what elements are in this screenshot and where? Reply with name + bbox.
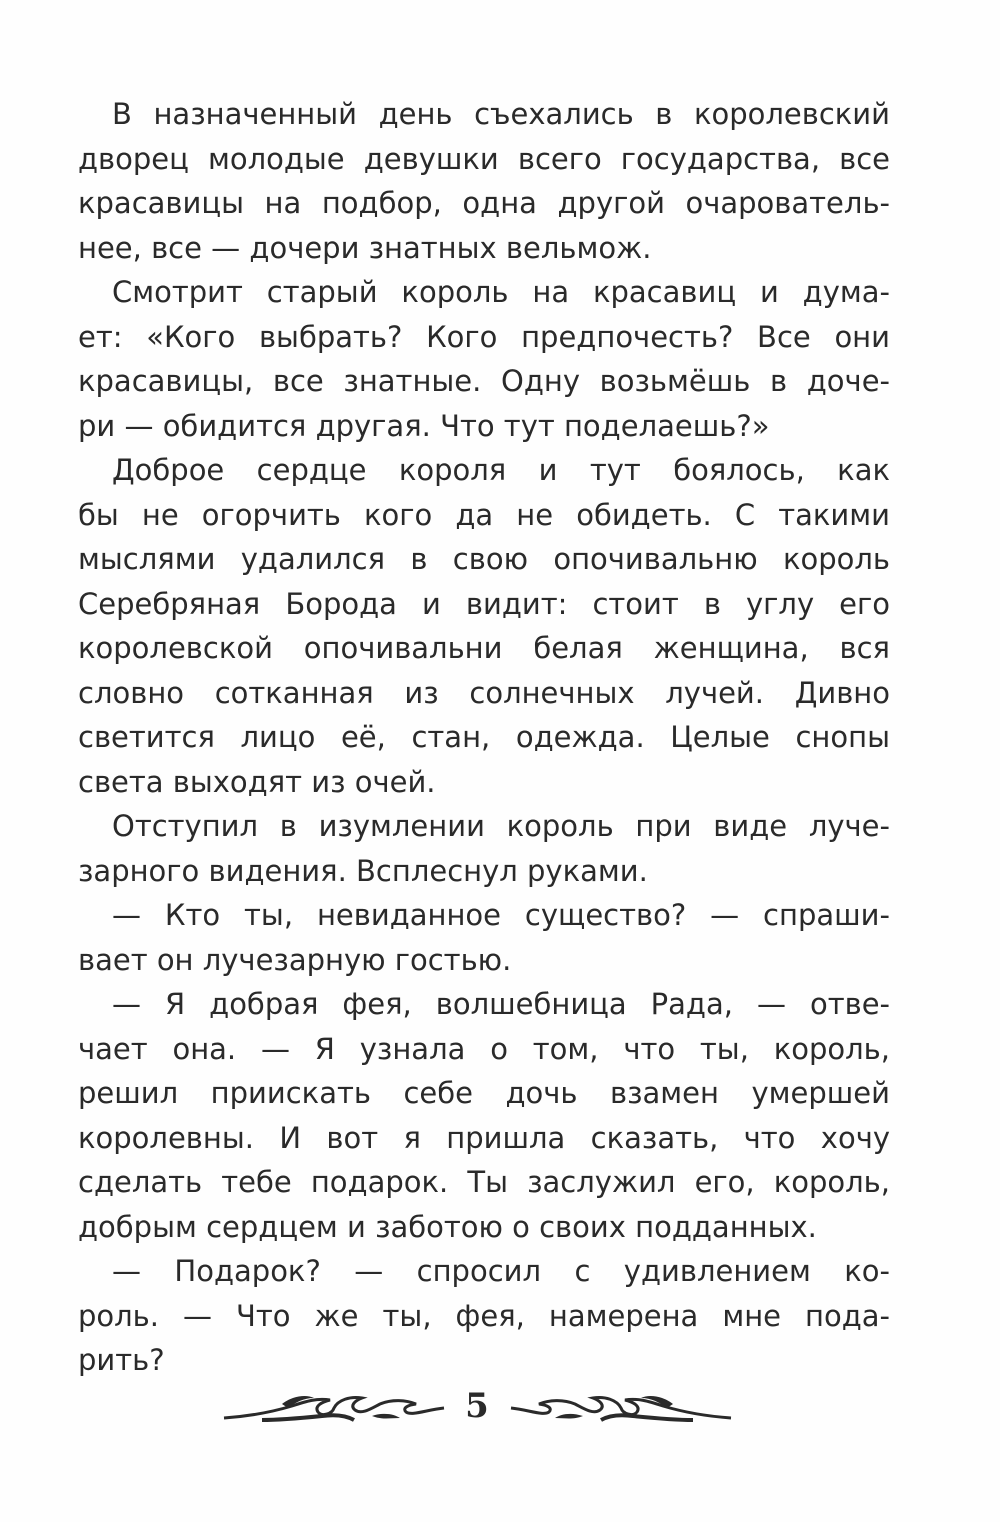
paragraph — [78, 982, 890, 1249]
text-line: чает она. — Я узнала о том, что ты, король, — [78, 1031, 890, 1066]
text-line: зарного видения. Всплеснул руками. — [78, 853, 648, 888]
text-line: — Подарок? — спросил с удивлением ко- — [112, 1254, 890, 1288]
paragraph — [78, 804, 890, 893]
text-line: бы не огорчить кого да не обидеть. С такими — [78, 497, 890, 532]
text-line: В назначенный день съехались в королевский — [112, 97, 890, 131]
body-text — [78, 92, 890, 1383]
right-flourish-ornament-icon — [508, 1390, 733, 1426]
paragraph — [78, 92, 890, 270]
text-line: Отступил в изумлении король при виде луче- — [112, 809, 890, 843]
text-line: мыслями удалился в свою опочивальню король — [78, 542, 890, 576]
text-line: нее, все — дочери знатных вельмож. — [78, 230, 652, 265]
text-line: рить? — [78, 1343, 165, 1377]
text-line: ри — обидится другая. Что тут поделаешь?» — [78, 408, 770, 443]
text-line: королевской опочивальни белая женщина, вся — [78, 631, 890, 665]
text-line: красавицы, все знатные. Одну возьмёшь в доче- — [78, 364, 890, 398]
text-line: сделать тебе подарок. Ты заслужил его, король, — [78, 1165, 890, 1199]
text-line: ет: «Кого выбрать? Кого предпочесть? Все они — [78, 319, 890, 354]
text-line: Доброе сердце короля и тут боялось, как — [112, 453, 890, 487]
paragraph — [78, 893, 890, 982]
page-footer — [0, 1380, 1000, 1460]
paragraph — [78, 270, 890, 448]
text-line: — Кто ты, невиданное существо? — спраши- — [112, 898, 890, 932]
text-line: — Я добрая фея, волшебница Рада, — отве- — [112, 987, 890, 1021]
left-flourish-ornament-icon — [222, 1390, 447, 1426]
text-line: светится лицо её, стан, одежда. Целые снопы — [78, 720, 890, 754]
text-line: красавицы на подбор, одна другой очарователь- — [78, 186, 890, 220]
text-line: словно сотканная из солнечных лучей. Дивно — [78, 675, 890, 710]
text-line: добрым сердцем и заботою о своих подданных. — [78, 1209, 817, 1244]
text-line: Смотрит старый король на красавиц и дума- — [112, 275, 890, 309]
text-line: Серебряная Борода и видит: стоит в углу его — [78, 586, 890, 621]
text-line: света выходят из очей. — [78, 764, 436, 799]
text-line: роль. — Что же ты, фея, намерена мне пода- — [78, 1298, 890, 1333]
text-line: королевны. И вот я пришла сказать, что хочу — [78, 1120, 890, 1155]
paragraph — [78, 1249, 890, 1383]
text-line: вает он лучезарную гостью. — [78, 942, 512, 977]
page-number: 5 — [465, 1386, 489, 1426]
paragraph — [78, 448, 890, 804]
text-line: решил приискать себе дочь взамен умершей — [78, 1076, 890, 1110]
text-line: дворец молодые девушки всего государства, все — [78, 141, 890, 176]
